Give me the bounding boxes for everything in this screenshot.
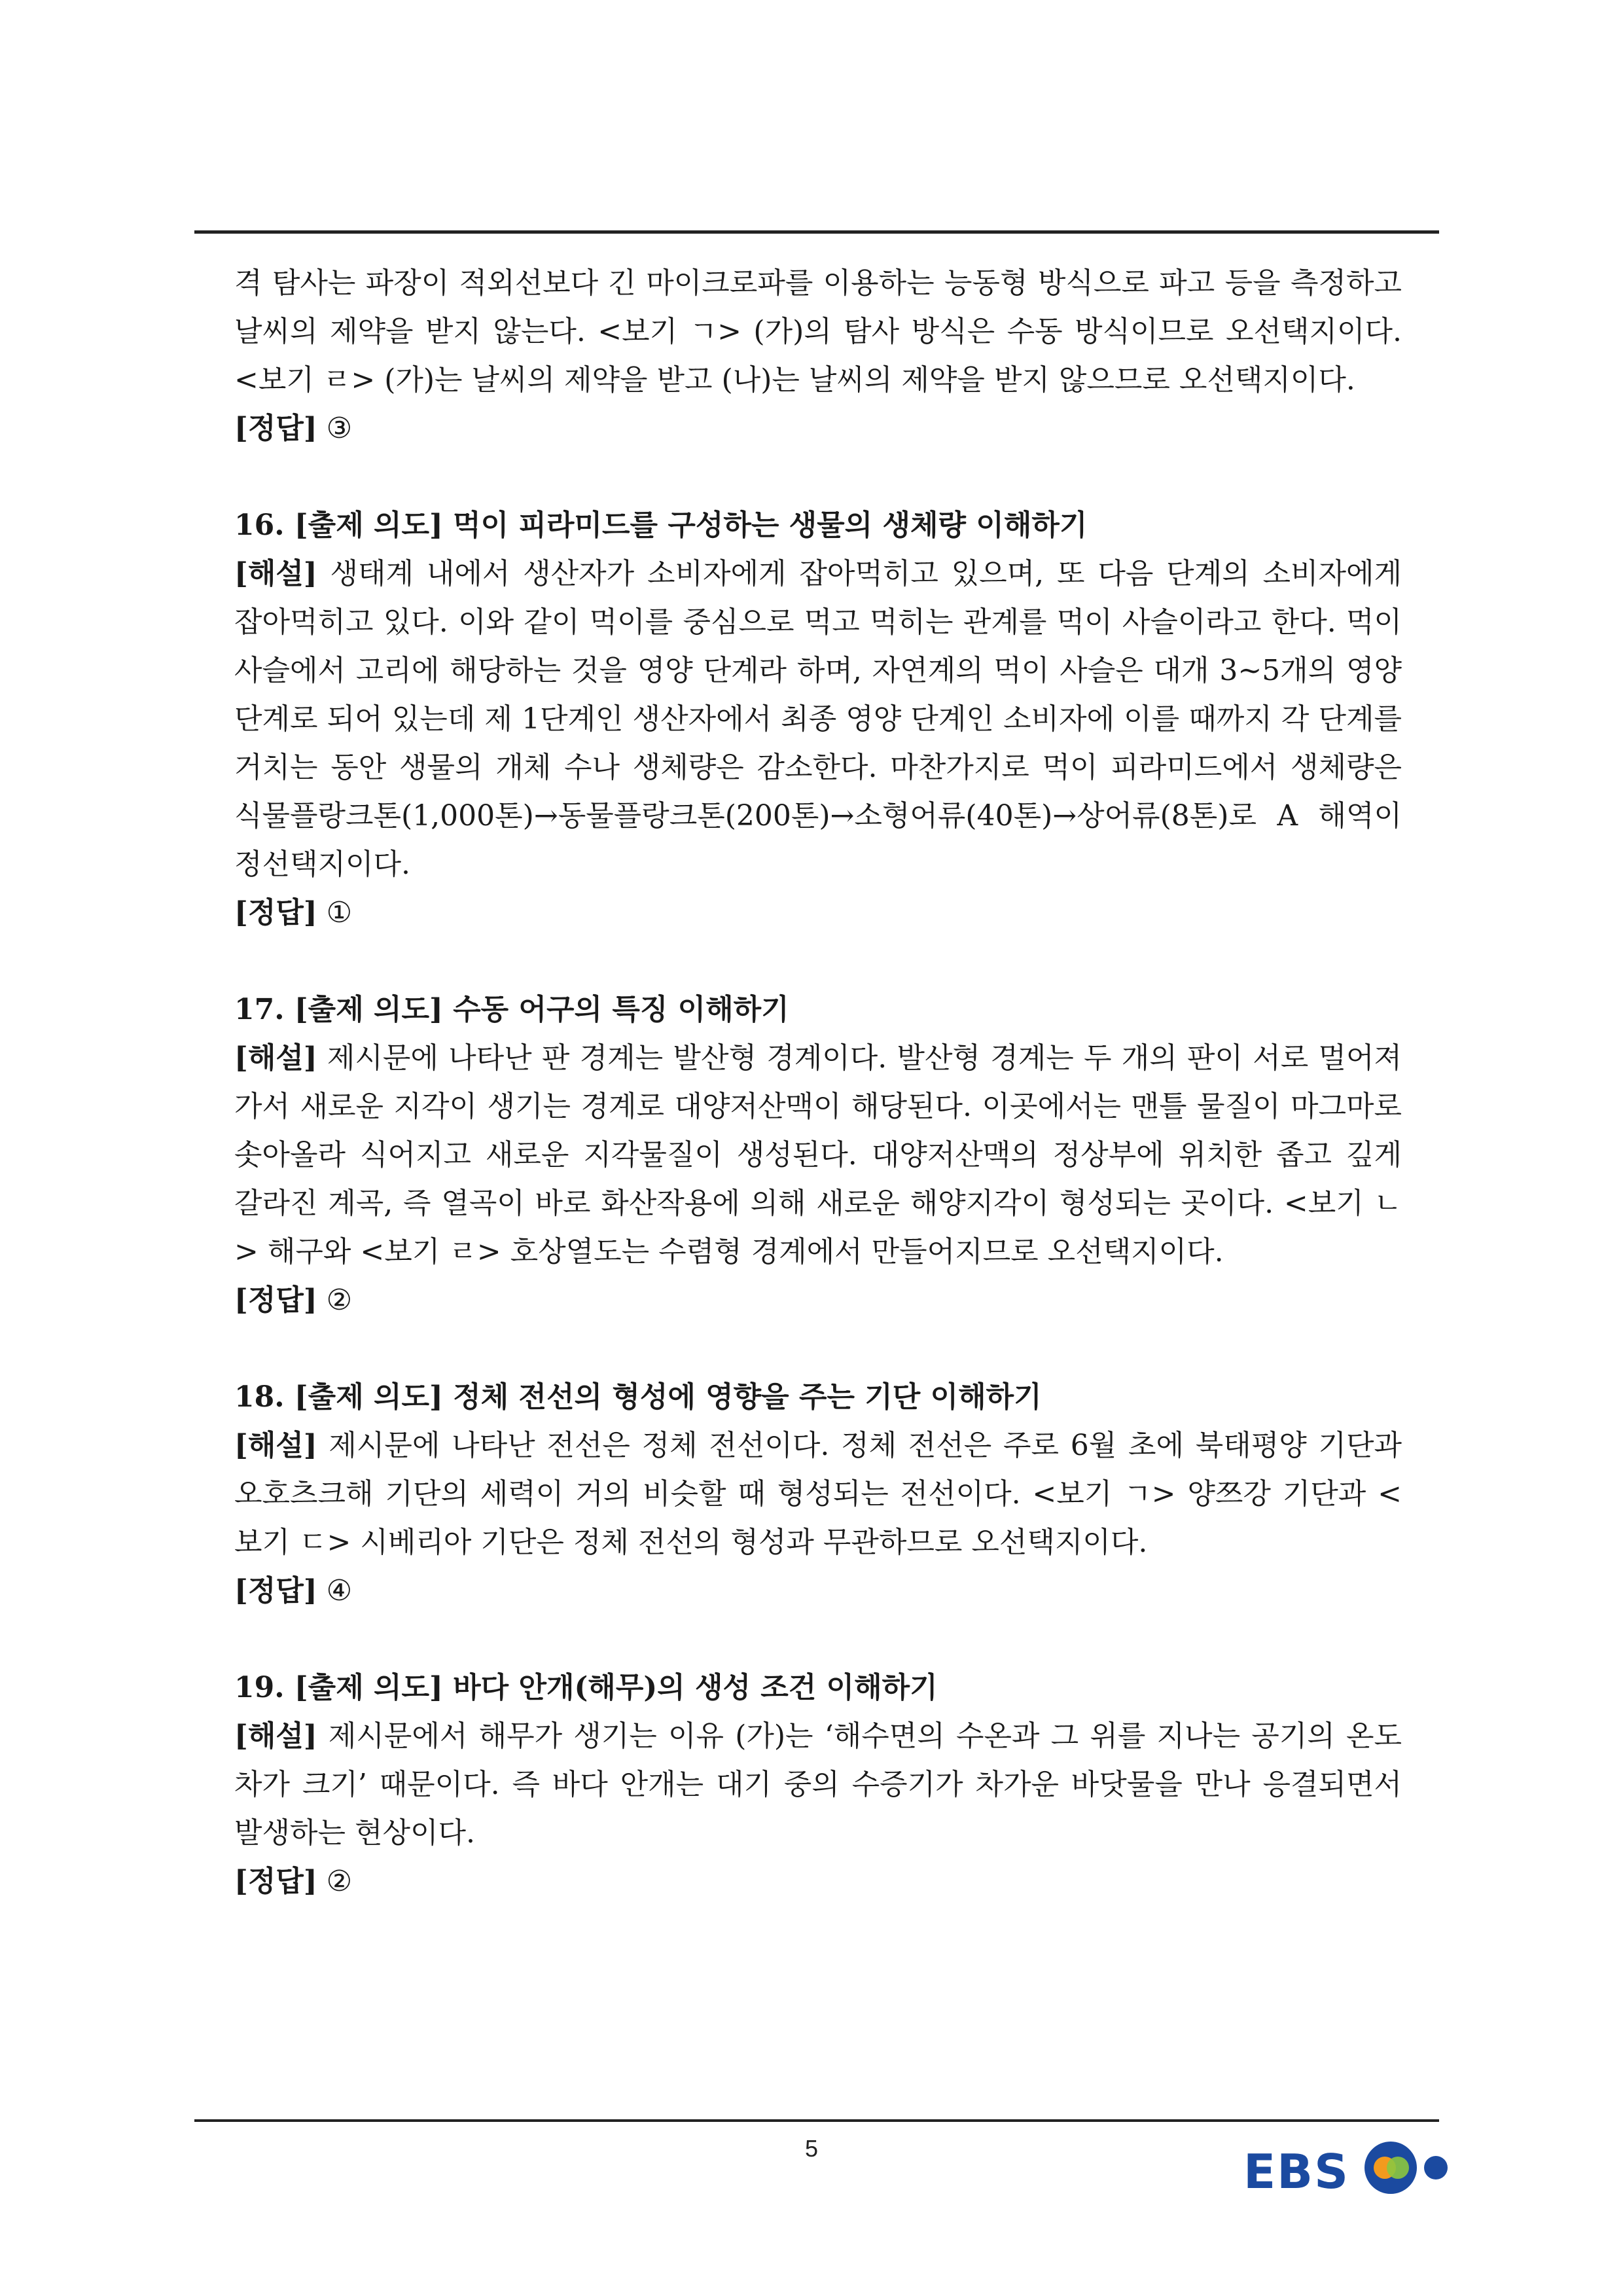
explanation-label: [해설] (234, 1719, 317, 1753)
answer-line (234, 1276, 1402, 1325)
section-heading: 17. [출제 의도] 수동 어구의 특징 이해하기 (234, 993, 789, 1026)
section-heading: 18. [출제 의도] 정체 전선의 형성에 영향을 주는 기단 이해하기 (234, 1380, 1042, 1414)
page-number: 5 (804, 2135, 819, 2162)
explanation-text (234, 1422, 1402, 1567)
answer-value: ② (326, 1283, 353, 1317)
answer-value: ④ (326, 1574, 353, 1607)
answer-line (234, 889, 1402, 937)
page-content (234, 259, 1402, 1906)
explanation-text (234, 1712, 1402, 1857)
logo-symbol-icon (1243, 2135, 1459, 2207)
explanation-label: [해설] (234, 557, 317, 590)
answer-line (234, 1567, 1402, 1615)
section-heading: 16. [출제 의도] 먹이 피라미드를 구성하는 생물의 생체량 이해하기 (234, 509, 1088, 542)
answer-label: [정답] (234, 1865, 317, 1898)
section-heading: 19. [출제 의도] 바다 안개(해무)의 생성 조건 이해하기 (234, 1671, 938, 1704)
answer-value: ③ (326, 412, 353, 445)
explanation-body: 제시문에 나타난 전선은 정체 전선이다. 정체 전선은 주로 6월 초에 북태평양 기단과 오호츠크해 기단의 세력이 거의 비슷할 때 형성되는 전선이다. <보기 ㄱ> 양쯔강 기단과 <보기 ㄷ> 시베리아 기단은 정체 전선의 형성과 무관하므로 오선택지이다. (234, 1429, 1402, 1559)
continuation-block (234, 259, 1402, 453)
answer-label: [정답] (234, 1283, 317, 1317)
explanation-label: [해설] (234, 1429, 317, 1462)
section-18 (234, 1373, 1402, 1615)
section-16 (234, 501, 1402, 937)
explanation-label: [해설] (234, 1041, 317, 1075)
explanation-body: 제시문에서 해무가 생기는 이유 (가)는 ‘해수면의 수온과 그 위를 지나는 공기의 온도 차가 크기’ 때문이다. 즉 바다 안개는 대기 중의 수증기가 차가운 바닷물을 만나 응결되면서 발생하는 현상이다. (234, 1719, 1402, 1850)
answer-line (234, 1857, 1402, 1906)
section-19 (234, 1664, 1402, 1906)
answer-label: [정답] (234, 1574, 317, 1607)
ebs-logo (1243, 2135, 1459, 2207)
logo-wordmark: EBS (1243, 2144, 1349, 2199)
answer-line (234, 404, 1402, 453)
footer-rule (194, 2119, 1439, 2122)
explanation-text (234, 1034, 1402, 1276)
continuation-text: 격 탐사는 파장이 적외선보다 긴 마이크로파를 이용하는 능동형 방식으로 파고 등을 측정하고 날씨의 제약을 받지 않는다. <보기 ㄱ> (가)의 탐사 방식은 수동 방식이므로 오선택지이다. <보기 ㄹ> (가)는 날씨의 제약을 받고 (나)는 날씨의 제약을 받지 않으므로 오선택지이다. (234, 266, 1402, 397)
explanation-body: 생태계 내에서 생산자가 소비자에게 잡아먹히고 있으며, 또 다음 단계의 소비자에게 잡아먹히고 있다. 이와 같이 먹이를 중심으로 먹고 먹히는 관계를 먹이 사슬이라고 한다. 먹이 사슬에서 고리에 해당하는 것을 영양 단계라 하며, 자연계의 먹이 사슬은 대개 3~5개의 영양 단계로 되어 있는데 제 1단계인 생산자에서 최종 영양 단계인 소비자에 이를 때까지 각 단계를 거치는 동안 생물의 개체 수나 생체량은 감소한다. 마찬가지로 먹이 피라미드에서 생체량은 식물플랑크톤(1,000톤)→동물플랑크톤(200톤)→소형어류(40톤)→상어류(8톤)로 A 해역이 정선택지이다. (234, 557, 1402, 881)
answer-value: ① (326, 896, 353, 929)
section-17 (234, 986, 1402, 1325)
explanation-body: 제시문에 나타난 판 경계는 발산형 경계이다. 발산형 경계는 두 개의 판이 서로 멀어져 가서 새로운 지각이 생기는 경계로 대양저산맥이 해당된다. 이곳에서는 맨틀 물질이 마그마로 솟아올라 식어지고 새로운 지각물질이 생성된다. 대양저산맥의 정상부에 위치한 좁고 깊게 갈라진 계곡, 즉 열곡이 바로 화산작용에 의해 새로운 해양지각이 형성되는 곳이다. <보기 ㄴ> 해구와 <보기 ㄹ> 호상열도는 수렴형 경계에서 만들어지므로 오선택지이다. (234, 1041, 1402, 1268)
header-rule (194, 230, 1439, 234)
explanation-text (234, 550, 1402, 889)
answer-label: [정답] (234, 896, 317, 929)
answer-value: ② (326, 1865, 353, 1898)
answer-label: [정답] (234, 412, 317, 445)
